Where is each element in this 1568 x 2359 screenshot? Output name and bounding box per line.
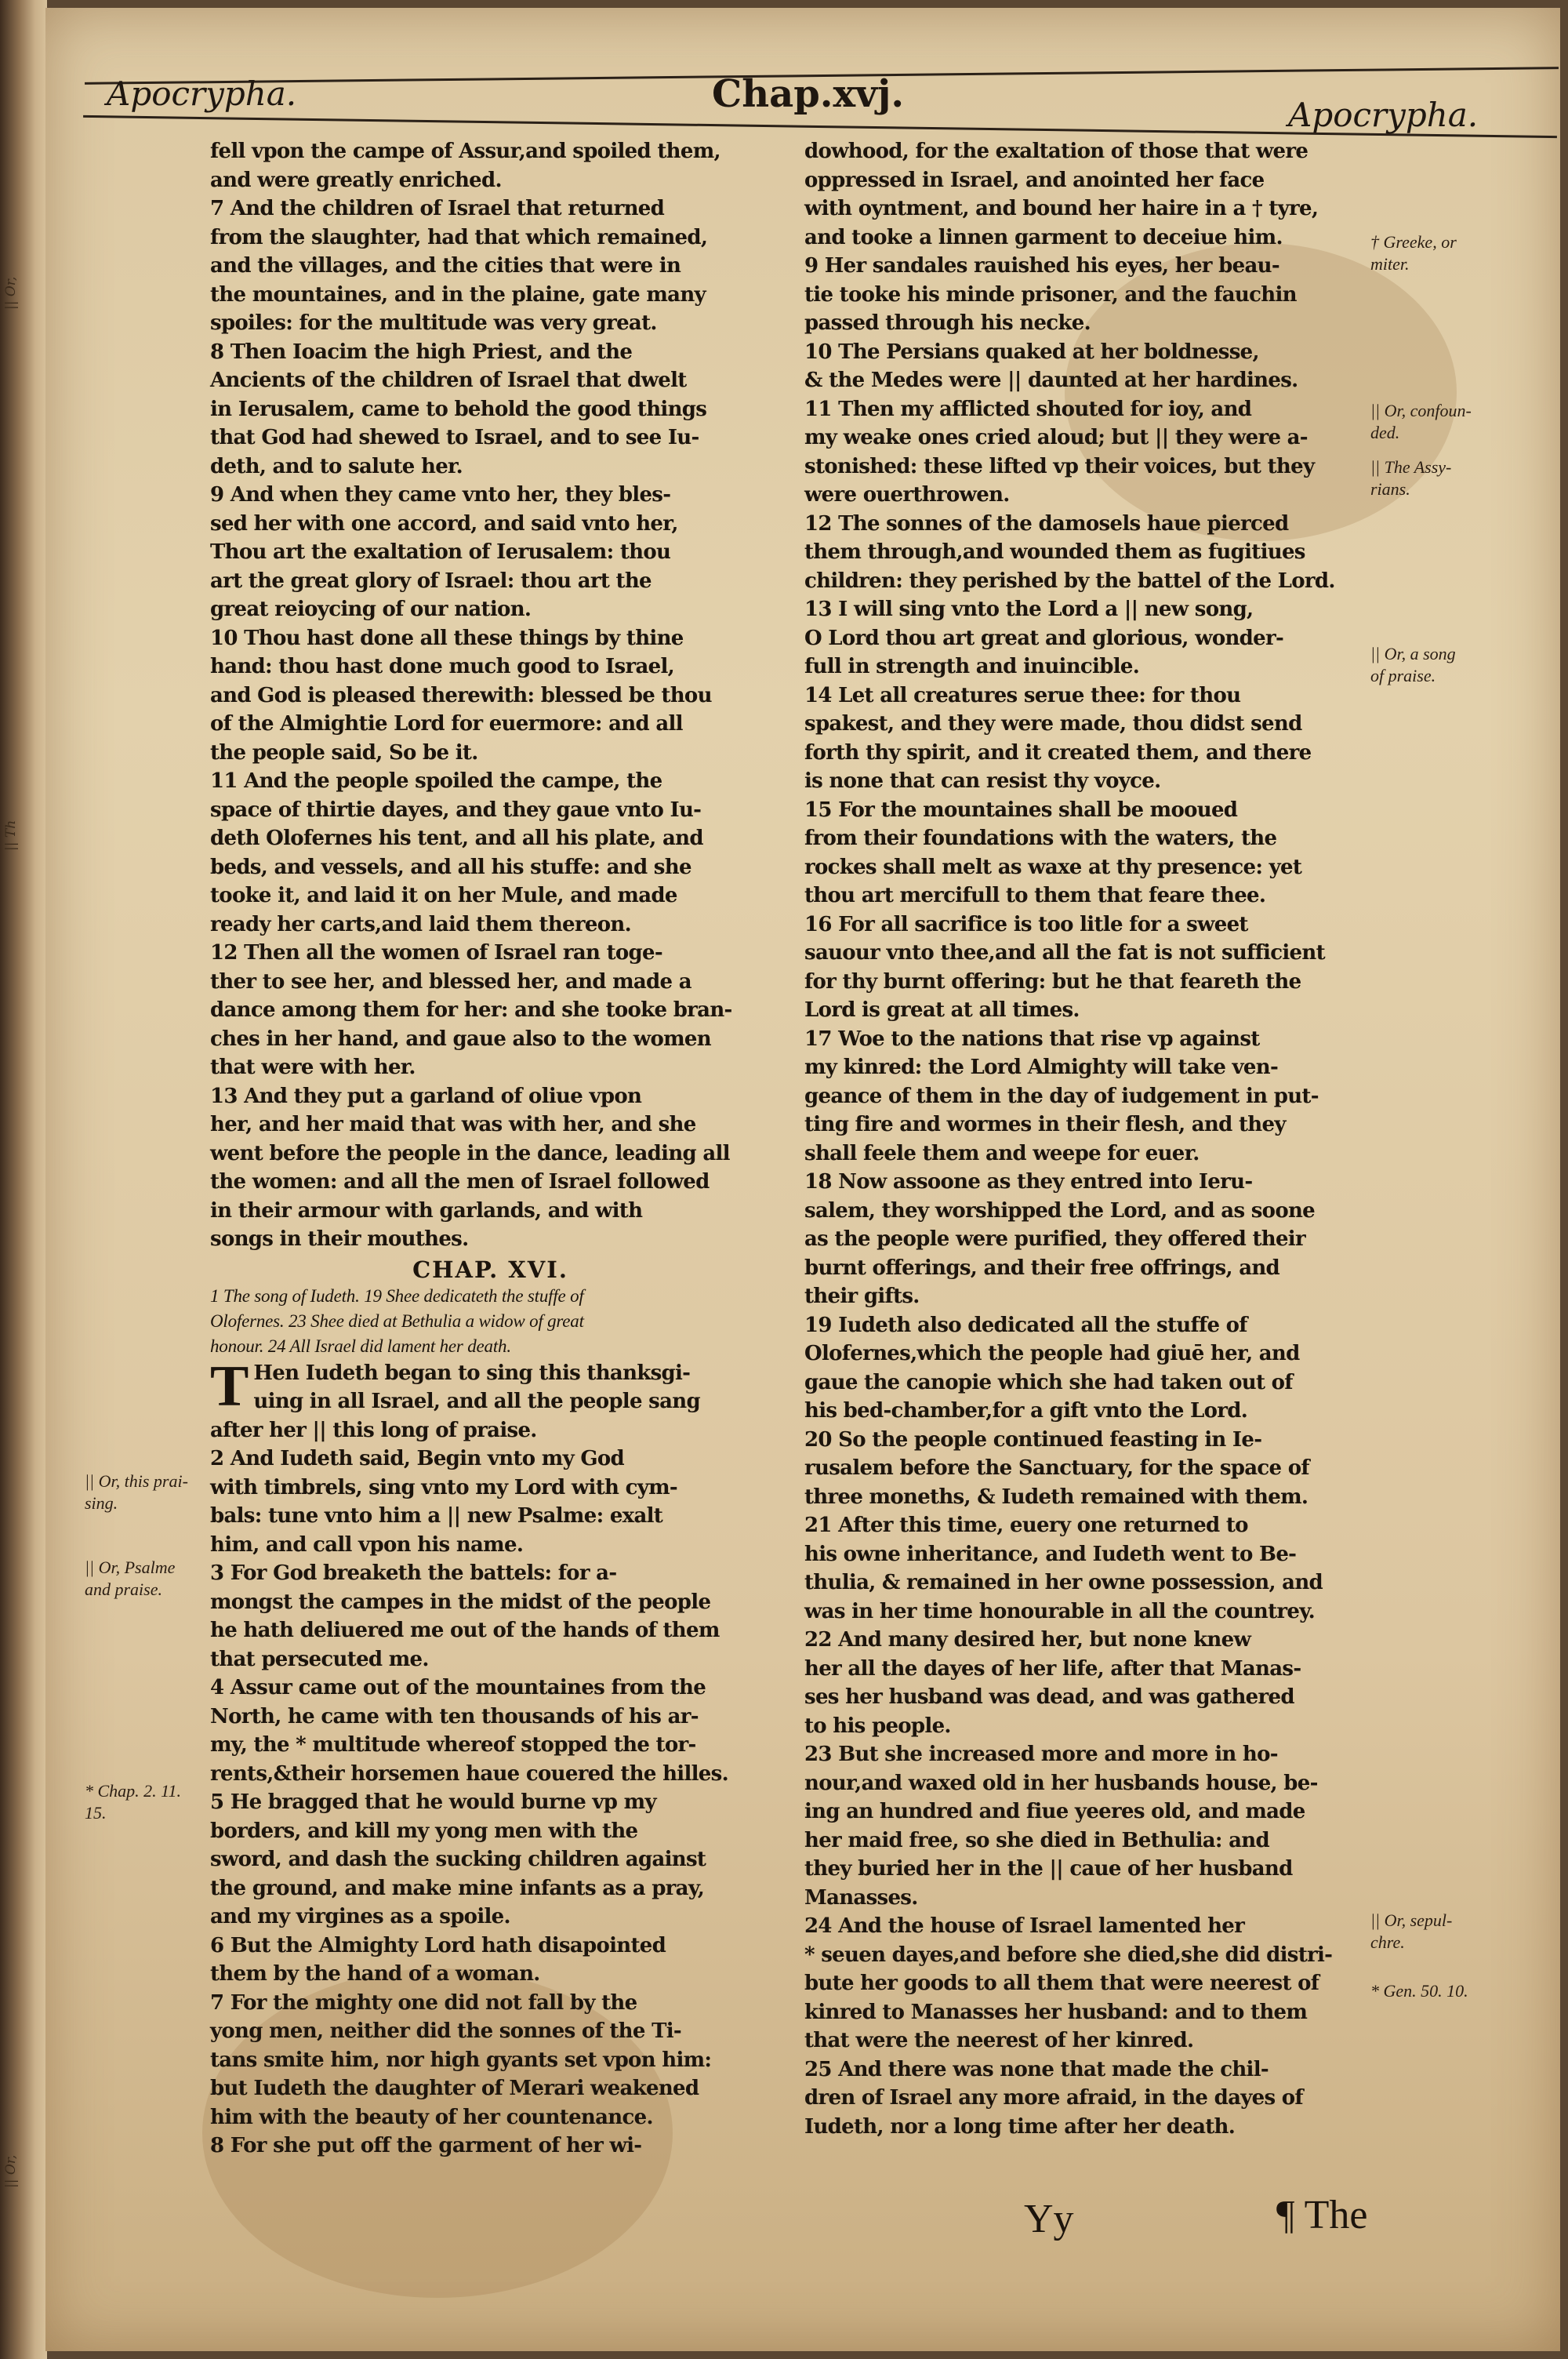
text-line: Lord is great at all times. (804, 998, 1080, 1022)
text-line: my, the * multitude whereof stopped the tor- (210, 1733, 696, 1757)
text-line: kinred to Manasses her husband: and to them (804, 2000, 1308, 2024)
text-line: rockes shall melt as waxe at thy presence: yet (804, 855, 1302, 879)
text-line: shall feele them and weepe for euer. (804, 1141, 1200, 1165)
text-line: 25 And there was none that made the chil- (804, 2057, 1269, 2081)
text-line: is none that can resist thy voyce. (804, 769, 1161, 793)
text-line: 11 Then my afflicted shouted for ioy, and (804, 397, 1252, 421)
text-line: ing an hundred and fiue yeeres old, and made (804, 1800, 1305, 1823)
prev-page-margin-note: || Or, (3, 276, 19, 310)
text-line: Iudeth, nor a long time after her death. (804, 2114, 1236, 2139)
margin-note-line: chre. (1370, 1932, 1405, 1952)
header-left-title: Apocrypha. (107, 75, 297, 113)
text-line: and were greatly enriched. (210, 168, 502, 192)
text-line: her all the dayes of her life, after that Manas- (804, 1656, 1301, 1681)
text-line: was in her time honourable in all the countrey. (804, 1599, 1316, 1623)
catchword: ¶ The (1276, 2193, 1368, 2237)
chapter-heading: CHAP. XVI. (412, 1256, 568, 1283)
prev-page-margin-note: || Or, (3, 2154, 19, 2188)
margin-note-line: || Or, this prai- (85, 1471, 188, 1491)
text-line: and the villages, and the cities that were in (210, 254, 681, 278)
text-line: rents,&their horsemen haue couered the hilles. (210, 1761, 728, 1786)
left-column-text-after-chapter (210, 1416, 771, 2161)
text-line: spakest, and they were made, thou didst send (804, 712, 1302, 736)
text-line: thulia, & remained in her owne possession, and (804, 1571, 1323, 1594)
text-line: children: they perished by the battel of the Lord. (804, 569, 1335, 593)
chapter-opening (210, 1359, 771, 1416)
signature-mark: Yy (1024, 2197, 1074, 2241)
text-line: 19 Iudeth also dedicated all the stuffe of (804, 1313, 1247, 1337)
text-line: 24 And the house of Israel lamented her (804, 1914, 1245, 1938)
text-line: 20 So the people continued feasting in Ie- (804, 1427, 1262, 1452)
text-line: Manasses. (804, 1885, 918, 1910)
left-column-text-before-chapter (210, 137, 771, 1254)
text-line: * seuen dayes,and before she died,she did distri- (804, 1943, 1333, 1967)
text-line: uing in all Israel, and all the people sang (253, 1390, 700, 1413)
header-chapter: Chap.xvj. (712, 72, 905, 116)
text-line: dren of Israel any more afraid, in the dayes of (804, 2086, 1303, 2110)
text-line: thou art mercifull to them that feare thee. (804, 884, 1266, 907)
text-line: songs in their mouthes. (210, 1227, 469, 1251)
text-line: his owne inheritance, and Iudeth went to Be- (804, 1542, 1297, 1566)
text-line: from the slaughter, had that which remained, (210, 225, 708, 249)
text-line: with timbrels, sing vnto my Lord with cym- (210, 1475, 678, 1499)
header-right-title: Apocrypha. (1288, 96, 1479, 134)
text-line: dance among them for her: and she tooke bran- (210, 998, 732, 1022)
right-column-text (804, 137, 1365, 2141)
text-line: 3 For God breaketh the battels: for a- (210, 1561, 617, 1585)
text-line: ready her carts,and laid them thereon. (210, 912, 631, 936)
text-line: and tooke a linnen garment to deceiue him. (804, 225, 1283, 249)
text-line: Thou art the exaltation of Ierusalem: thou (210, 540, 671, 564)
text-line: beds, and vessels, and all his stuffe: and she (210, 855, 691, 879)
text-line: that persecuted me. (210, 1647, 429, 1671)
text-line: her maid free, so she died in Bethulia: and (804, 1828, 1269, 1852)
text-line: Hen Iudeth began to sing this thanksgi- (253, 1361, 691, 1385)
text-line: that were the neerest of her kinred. (804, 2029, 1194, 2052)
text-line: 17 Woe to the nations that rise vp against (804, 1027, 1260, 1051)
text-line: for thy burnt offering: but he that feareth the (804, 969, 1301, 994)
text-line: three moneths, & Iudeth remained with them. (804, 1485, 1308, 1509)
text-line: Olofernes,which the people had giuē her, and (804, 1342, 1300, 1365)
text-line: ses her husband was dead, and was gathered (804, 1685, 1294, 1709)
text-line: them through,and wounded them as fugitiues (804, 540, 1305, 564)
text-line: 23 But she increased more and more in ho- (804, 1743, 1278, 1766)
summary-line: 1 The song of Iudeth. 19 Shee dedicateth the stuffe of (210, 1285, 584, 1306)
text-line: 16 For all sacrifice is too litle for a sweet (804, 912, 1248, 936)
text-line: and my virgines as a spoile. (210, 1905, 510, 1928)
text-line: but Iudeth the daughter of Merari weakened (210, 2077, 699, 2100)
text-line: with oyntment, and bound her haire in a † tyre, (804, 197, 1319, 220)
margin-note-line: * Gen. 50. 10. (1370, 1981, 1468, 2001)
text-line: stonished: these lifted vp their voices, but they (804, 454, 1315, 478)
text-line: the ground, and make mine infants as a pray, (210, 1876, 705, 1900)
text-line: 2 And Iudeth said, Begin vnto my God (210, 1447, 624, 1470)
text-line: mongst the campes in the midst of the people (210, 1590, 711, 1614)
text-line: 13 And they put a garland of oliue vpon (210, 1084, 642, 1108)
margin-note-right (1370, 400, 1472, 444)
text-line: ches in her hand, and gaue also to the women (210, 1027, 711, 1051)
text-line: & the Medes were || daunted at her hardines. (804, 369, 1298, 392)
text-line: ther to see her, and blessed her, and made a (210, 969, 691, 994)
text-line: the people said, So be it. (210, 740, 478, 765)
text-line: her, and her maid that was with her, and she (210, 1113, 696, 1136)
text-line: sed her with one accord, and said vnto her, (210, 511, 678, 536)
text-line: ting fire and wormes in their flesh, and they (804, 1113, 1286, 1136)
text-line: bute her goods to all them that were neerest of (804, 1972, 1319, 1995)
text-line: sword, and dash the sucking children against (210, 1848, 706, 1871)
prev-page-margin-note: || Th (3, 820, 19, 851)
text-line: 22 And many desired her, but none knew (804, 1628, 1251, 1652)
summary-line: Olofernes. 23 Shee died at Bethulia a widow of great (210, 1310, 584, 1331)
text-line: him, and call vpon his name. (210, 1532, 524, 1557)
text-line: 12 Then all the women of Israel ran toge- (210, 941, 662, 965)
book-page (45, 8, 1560, 2351)
text-line: that God had shewed to Israel, and to see Iu- (210, 426, 699, 449)
margin-note-right (1370, 643, 1456, 687)
text-line: yong men, neither did the sonnes of the Ti- (210, 2019, 681, 2043)
text-line: in Ierusalem, came to behold the good things (210, 397, 707, 421)
text-line: 4 Assur came out of the mountaines from the (210, 1676, 706, 1699)
text-line: passed through his necke. (804, 311, 1091, 335)
text-line: burnt offerings, and their free offrings, and (804, 1256, 1280, 1280)
text-line: tans smite him, nor high gyants set vpon him: (210, 2048, 712, 2072)
text-line: 21 After this time, euery one returned to (804, 1514, 1248, 1537)
text-line: bals: tune vnto him a || new Psalme: exalt (210, 1504, 663, 1528)
text-line: the women: and all the men of Israel followed (210, 1170, 710, 1194)
text-line: Ancients of the children of Israel that dwelt (210, 369, 687, 392)
margin-note-line: || Or, sepul- (1370, 1910, 1453, 1930)
text-line: 11 And the people spoiled the campe, the (210, 769, 662, 793)
text-line: 12 The sonnes of the damosels haue pierced (804, 511, 1289, 536)
margin-note-left (85, 1780, 181, 1824)
text-line: 10 Thou hast done all these things by thine (210, 626, 684, 650)
text-line: after her || this long of praise. (210, 1418, 537, 1442)
margin-note-line: || Or, Psalme (85, 1558, 176, 1577)
margin-note-line: * Chap. 2. 11. (85, 1781, 182, 1801)
text-line: as the people were purified, they offered their (804, 1227, 1305, 1251)
right-column (804, 137, 1368, 2302)
margin-note-line: of praise. (1370, 666, 1436, 685)
text-line: 8 Then Ioacim the high Priest, and the (210, 340, 633, 364)
text-line: were ouerthrowen. (804, 483, 1010, 507)
margin-note-line: || Or, confoun- (1370, 401, 1472, 420)
text-line: fell vpon the campe of Assur,and spoiled them, (210, 140, 720, 163)
text-line: tie tooke his minde prisoner, and the fauchin (804, 282, 1297, 307)
text-line: that were with her. (210, 1056, 416, 1079)
text-line: spoiles: for the multitude was very great. (210, 311, 657, 335)
margin-note-line: † Greeke, or (1370, 232, 1457, 252)
text-line: 9 And when they came vnto her, they bles- (210, 483, 671, 507)
text-line: 8 For she put off the garment of her wi- (210, 2134, 642, 2157)
text-line: tooke it, and laid it on her Mule, and made (210, 884, 677, 907)
margin-note-line: 15. (85, 1803, 107, 1823)
text-line: full in strength and inuincible. (804, 655, 1140, 678)
text-line: they buried her in the || caue of her husband (804, 1857, 1293, 1881)
text-line: 15 For the mountaines shall be mooued (804, 798, 1238, 822)
text-line: geance of them in the day of iudgement in put- (804, 1084, 1319, 1108)
margin-note-right (1370, 1910, 1452, 1954)
text-line: oppressed in Israel, and anointed her face (804, 168, 1265, 192)
text-line: went before the people in the dance, leading all (210, 1141, 730, 1165)
left-column (210, 137, 771, 2302)
text-line: rusalem before the Sanctuary, for the space of (804, 1456, 1309, 1480)
text-line: he hath deliuered me out of the hands of them (210, 1619, 720, 1642)
text-line: 5 He bragged that he would burne vp my (210, 1790, 656, 1814)
text-line: space of thirtie dayes, and they gaue vnto Iu- (210, 798, 702, 822)
text-line: salem, they worshipped the Lord, and as soone (804, 1198, 1316, 1223)
text-line: 7 For the mighty one did not fall by the (210, 1990, 637, 2015)
drop-cap: T (210, 1358, 249, 1416)
text-line: O Lord thou art great and glorious, wonder- (804, 626, 1284, 650)
margin-note-left (85, 1470, 188, 1514)
text-line: borders, and kill my yong men with the (210, 1819, 638, 1843)
text-line: to his people. (804, 1714, 951, 1738)
text-line: their gifts. (804, 1285, 920, 1308)
summary-line: honour. 24 All Israel did lament her death. (210, 1336, 511, 1356)
chapter-summary (210, 1284, 771, 1359)
book-gutter (0, 0, 47, 2359)
text-line: them by the hand of a woman. (210, 1962, 540, 1986)
margin-note-left (85, 1557, 175, 1601)
text-line: my weake ones cried aloud; but || they were a- (804, 426, 1308, 449)
margin-note-line: || Or, a song (1370, 644, 1456, 663)
text-line: the mountaines, and in the plaine, gate many (210, 282, 706, 307)
text-line: his bed-chamber,for a gift vnto the Lord. (804, 1399, 1248, 1423)
text-line: gaue the canopie which she had taken out of (804, 1370, 1293, 1394)
text-line: of the Almightie Lord for euermore: and all (210, 712, 683, 736)
margin-note-line: sing. (85, 1493, 118, 1513)
text-line: 6 But the Almighty Lord hath disapointed (210, 1933, 666, 1957)
text-line: 7 And the children of Israel that returned (210, 197, 665, 220)
running-header (45, 8, 1560, 134)
margin-note-line: miter. (1370, 254, 1410, 274)
text-line: him with the beauty of her countenance. (210, 2105, 653, 2129)
text-line: art the great glory of Israel: thou art the (210, 569, 652, 593)
text-line: my kinred: the Lord Almighty will take ven- (804, 1056, 1279, 1079)
text-line: dowhood, for the exaltation of those that were (804, 140, 1308, 163)
margin-note-right (1370, 231, 1457, 275)
margin-note-line: ded. (1370, 423, 1400, 442)
text-line: hand: thou hast done much good to Israel, (210, 655, 674, 678)
text-line: sauour vnto thee,and all the fat is not sufficient (804, 941, 1325, 965)
text-line: great reioycing of our nation. (210, 598, 532, 621)
margin-note-line: rians. (1370, 479, 1410, 499)
text-line: 18 Now assoone as they entred into Ieru- (804, 1170, 1253, 1194)
margin-note-line: and praise. (85, 1579, 162, 1599)
text-line: and God is pleased therewith: blessed be thou (210, 683, 712, 707)
text-line: nour,and waxed old in her husbands house, be- (804, 1771, 1318, 1795)
text-line: 14 Let all creatures serue thee: for thou (804, 683, 1241, 707)
text-line: 13 I will sing vnto the Lord a || new song, (804, 598, 1254, 621)
text-line: forth thy spirit, and it created them, and there (804, 740, 1312, 765)
text-line: deth, and to salute her. (210, 454, 463, 478)
margin-note-right (1370, 456, 1451, 500)
text-line: North, he came with ten thousands of his ar- (210, 1704, 699, 1728)
text-line: in their armour with garlands, and with (210, 1198, 643, 1223)
text-line: 9 Her sandales rauished his eyes, her beau- (804, 254, 1279, 278)
margin-note-right (1370, 1980, 1468, 2002)
text-line: 10 The Persians quaked at her boldnesse, (804, 340, 1259, 364)
margin-note-line: || The Assy- (1370, 457, 1452, 477)
text-line: deth Olofernes his tent, and all his plate, and (210, 827, 703, 850)
text-line: from their foundations with the waters, the (804, 827, 1277, 850)
